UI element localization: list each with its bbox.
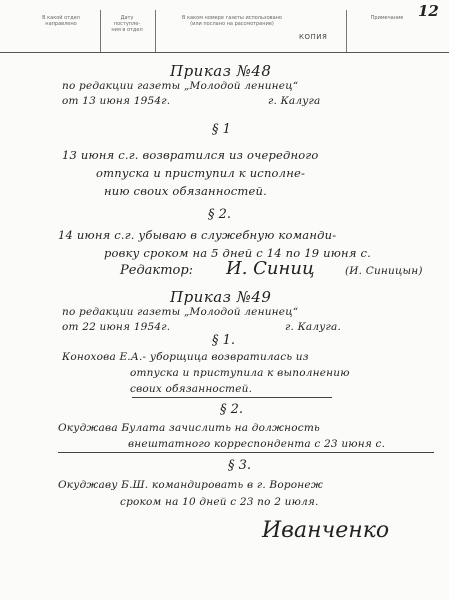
form-col-department: В какой отдел направлено <box>42 15 80 27</box>
order1-title: Приказ №48 <box>170 62 272 80</box>
order1-section1-line: 13 июня с.г. возвратился из очередного <box>62 148 319 162</box>
copy-stamp: КОПИЯ <box>299 33 328 41</box>
order2-section3-line: сроком на 10 дней с 23 по 2 июля. <box>120 496 319 508</box>
order2-date: от 22 июня 1954г. <box>62 321 171 333</box>
order2-section2-line: Окуджава Булата зачислить на должность <box>58 422 320 434</box>
underline <box>132 397 332 398</box>
form-col-note: Примечание <box>370 15 404 21</box>
order2-section3-line: Окуджаву Б.Ш. командировать в г. Воронеж <box>58 479 323 491</box>
order2-section2-heading: § 2. <box>220 402 244 417</box>
order1-publisher-line: по редакции газеты „Молодой ленинец“ <box>62 80 299 92</box>
order2-section1-line: отпуска и приступила к выполнению <box>130 367 350 379</box>
order2-signature: Иванченко <box>262 518 390 543</box>
order1-section1-line: нию своих обязанностей. <box>104 184 267 198</box>
order1-section2-line: ровку сроком на 5 дней с 14 по 19 июня с. <box>104 246 372 260</box>
editor-label: Редактор: <box>120 263 194 278</box>
underline <box>58 452 434 453</box>
order2-city: г. Калуга. <box>285 321 342 333</box>
editor-name: (И. Синицын) <box>345 265 423 277</box>
order2-section2-line: внештатного корреспондента с 23 июня с. <box>128 438 386 450</box>
order2-section1-line: Конохова Е.А.- уборщица возвратилась из <box>62 351 309 363</box>
order2-publisher-line: по редакции газеты „Молодой ленинец“ <box>62 306 299 318</box>
order1-section1-line: отпуска и приступил к исполне- <box>96 166 306 180</box>
form-col-issue: В каком номере газеты использовано (или послано на рассмотрение) <box>182 15 282 27</box>
page-number: 12 <box>418 2 439 20</box>
form-col-date: Дату поступле- ния в отдел <box>111 15 143 33</box>
order1-section2-line: 14 июня с.г. убываю в служебную команди- <box>58 228 337 242</box>
order2-section3-heading: § 3. <box>228 458 252 473</box>
order2-title: Приказ №49 <box>170 288 272 306</box>
order1-city: г. Калуга <box>268 95 321 107</box>
order1-date: от 13 июня 1954г. <box>62 95 171 107</box>
order1-section2-heading: § 2. <box>208 207 232 222</box>
form-header <box>0 0 449 53</box>
order1-section1-heading: § 1 <box>212 122 231 137</box>
order2-section1-heading: § 1. <box>212 333 236 348</box>
order2-section1-line: своих обязанностей. <box>130 383 253 395</box>
editor-signature: И. Синиц <box>226 258 315 279</box>
